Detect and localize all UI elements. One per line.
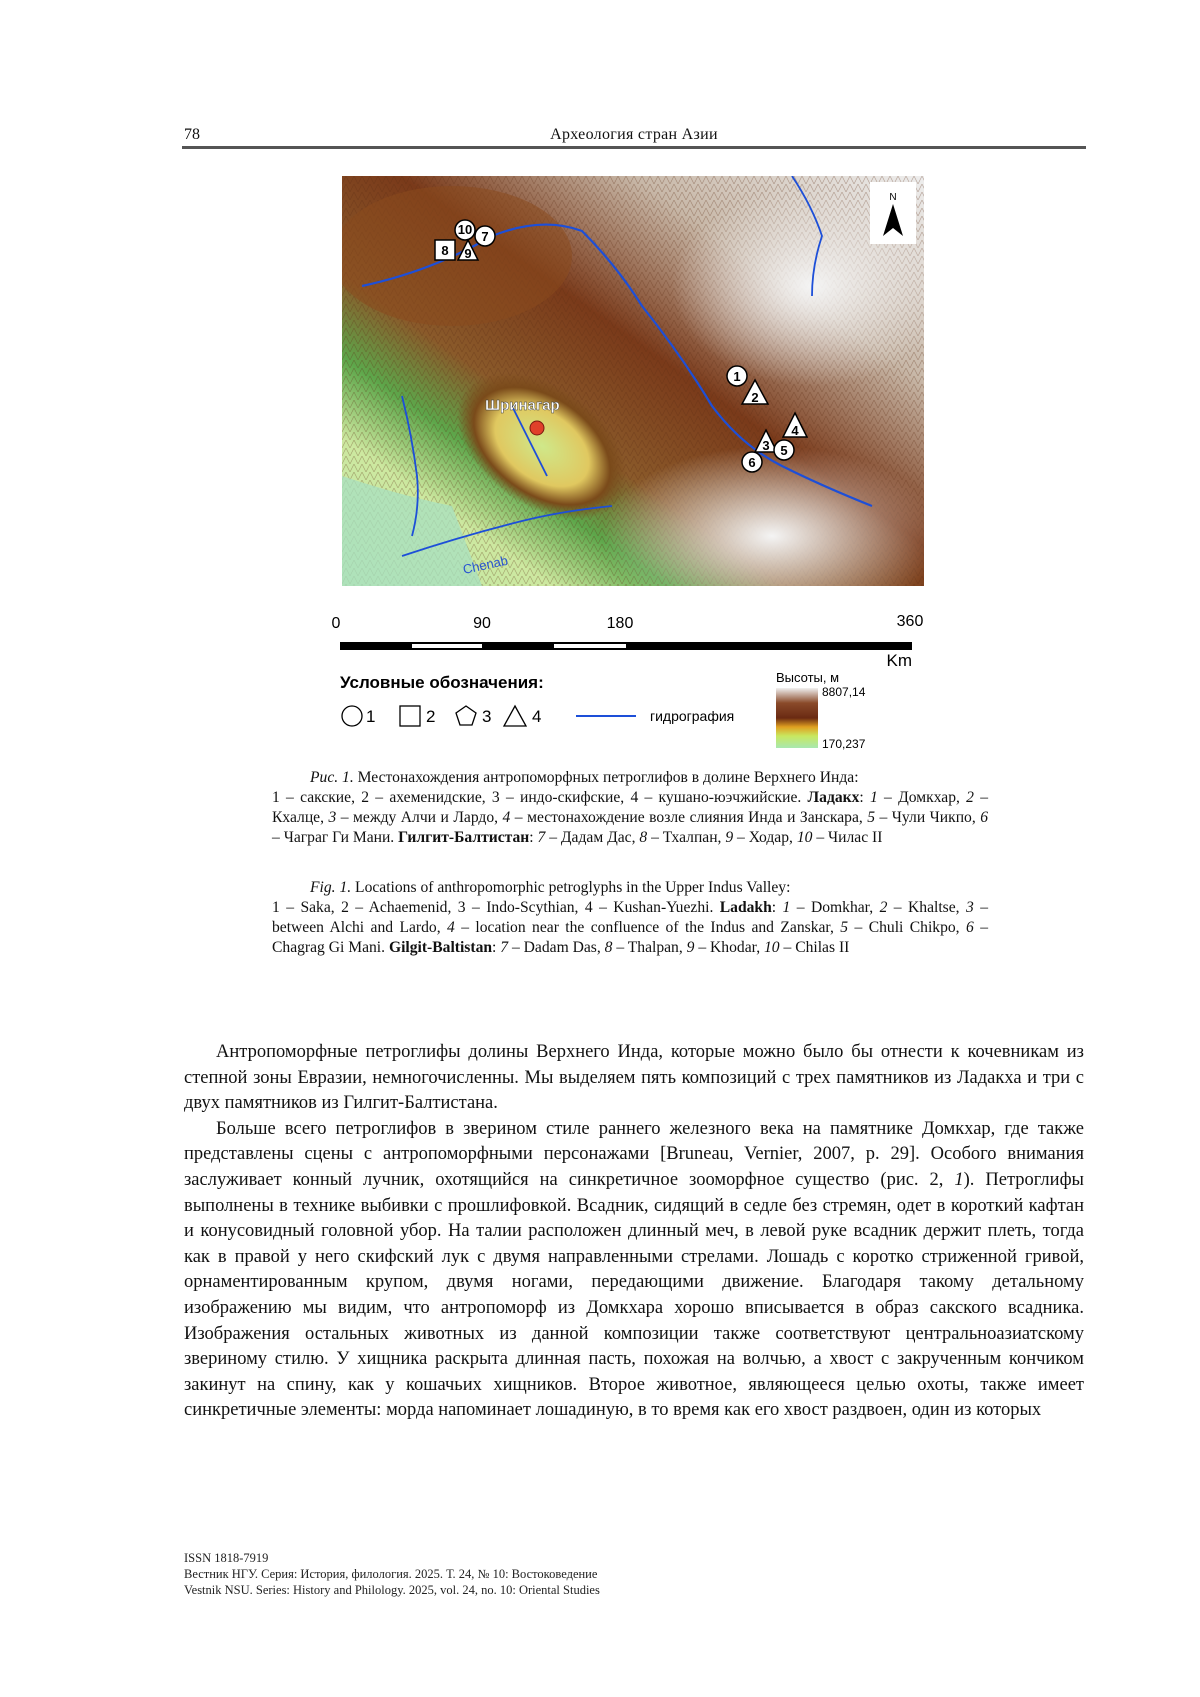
page-number: 78 [184,126,200,143]
legend-square-icon [400,706,420,726]
legend-triangle-icon [504,706,526,726]
legend-label-4: 4 [532,707,542,726]
legend-label-1: 1 [366,707,376,726]
footer-issn: ISSN 1818-7919 [184,1551,269,1565]
header-rule [182,146,1086,149]
elevation-ramp [776,688,818,748]
site-marker-number-10: 10 [457,222,473,237]
scale-tick-180: 180 [606,615,634,632]
body-paragraph-2: Больше всего петроглифов в зверином стиле раннего железного века на памятнике Домкхар, где также представлены сцены с антропоморфными персонажами [Bruneau, Vernier, 2007, p. 29]. Особого внимания заслуживает конный лучник, охотящийся на синкретичное зооморфное существо (рис. 2, 1). Петроглифы выполнены в технике выбивки с прошлифовкой. Всадник, сидящий в седле без стремян, одет в короткий кафтан и конусовидный головной убор. На талии расположен длинный меч, в левой руке всадник держит плеть, тогда как в правой у него скифский лук с двумя направленными стрелами. Лошадь с коротко стриженной гривой, орнаментированным крупом, двумя ногами, передающими движение. Благодаря такому детальному изображению мы видим, что антропоморф из Домкхара хорошо вписывается в образ сакского всадника. Изображения остальных животных из данной композиции также соответствуют центральноазиатскому звериному стилю. У хищника раскрыта длинная пасть, похожая на волчью, а хвост с закрученным кончиком закинут на спину, как у кошачьих хищников. Второе животное, являющееся целью охоты, также имеет синкретичные элементы: морда напоминает лошадиную, в то время как его хвост раздвоен, один из которых [184,1118,1084,1421]
legend-label-2: 2 [426,707,436,726]
figure-caption-ru: Рис. 1. Местонахождения антропоморфных петроглифов в долине Верхнего Инда: 1 – сакские, 2 – ахеменидские, 3 – индо-скифские, 4 – кушано-юэчжийские. Ладакх: 1 – Домкхар, 2 – Кхалце, 3 – между Алчи и Лардо, 4 – местонахождение возле слияния Инда и Занскара, 5 – Чули Чикпо, 6 – Чаграг Ги Мани. Гилгит-Балтистан: 7 – Дадам Дас, 8 – Тхалпан, 9 – Ходар, 10 – Чилас II [272,769,989,846]
page-footer [184,1550,600,1598]
legend-elev-title: Высоты, м [776,670,840,685]
site-marker-number-6: 6 [748,455,756,470]
running-header-title: Археология стран Азии [550,126,718,143]
caption-label-ru: Рис. 1. [310,769,354,786]
site-marker-number-5: 5 [780,443,788,458]
legend-label-3: 3 [482,707,492,726]
scale-unit: Km [886,651,912,670]
scale-tick-90: 90 [473,615,491,632]
scale-tick-0: 0 [331,615,341,632]
site-marker-number-7: 7 [481,229,489,244]
north-arrow-icon [870,182,916,244]
legend-elev-min: 170,237 [822,737,866,751]
figure-caption-en: Fig. 1. Locations of anthropomorphic petroglyphs in the Upper Indus Valley: 1 – Saka, 2 – Achaemenid, 3 – Indo-Scythian, 4 – Kushan-Yuezhi. Ladakh: 1 – Domkhar, 2 – Khaltse, 3 – between Alchi and Lardo, 4 – location near the confluence of the Indus and Zanskar, 5 – Chuli Chikpo, 6 – Chagrag Gi Mani. Gilgit-Baltistan: 7 – Dadam Das, 8 – Thalpan, 9 – Khodar, 10 – Chilas II [272,879,988,956]
body-paragraph-1: Антропоморфные петроглифы долины Верхнего Инда, которые можно было бы отнести к кочевникам из степной зоны Евразии, немногочисленны. Мы выделяем пять композиций с трех памятников из Ладакха и три с двух памятников из Гилгит-Балтистана. [184,1042,1084,1114]
site-marker-number-2: 2 [751,390,759,405]
legend-pentagon-icon [456,706,476,725]
legend-hydro-label: гидрография [650,708,735,724]
site-marker-number-9: 9 [464,246,472,261]
article-body [184,1040,1084,1424]
scale-tick-360: 360 [896,613,924,630]
river-label: Chenab [461,552,510,577]
city-label: Шринагар [485,397,560,414]
footer-journal-en: Vestnik NSU. Series: History and Philology. 2025, vol. 24, no. 10: Oriental Studies [184,1583,600,1597]
legend-title: Условные обозначения: [340,673,544,692]
caption-label-en: Fig. 1. [310,879,352,896]
site-marker-number-1: 1 [733,369,741,384]
map-legend [330,664,930,764]
legend-circle-icon [342,706,362,726]
city-marker [530,421,544,435]
legend-elev-max: 8807,14 [822,685,866,699]
site-marker-number-8: 8 [441,243,449,258]
relief-map [342,176,924,586]
footer-journal-ru: Вестник НГУ. Серия: История, филология. 2025. Т. 24, № 10: Востоковедение [184,1567,598,1581]
svg-text:N: N [889,192,897,203]
site-marker-number-4: 4 [791,423,799,438]
site-marker-number-3: 3 [762,438,770,453]
